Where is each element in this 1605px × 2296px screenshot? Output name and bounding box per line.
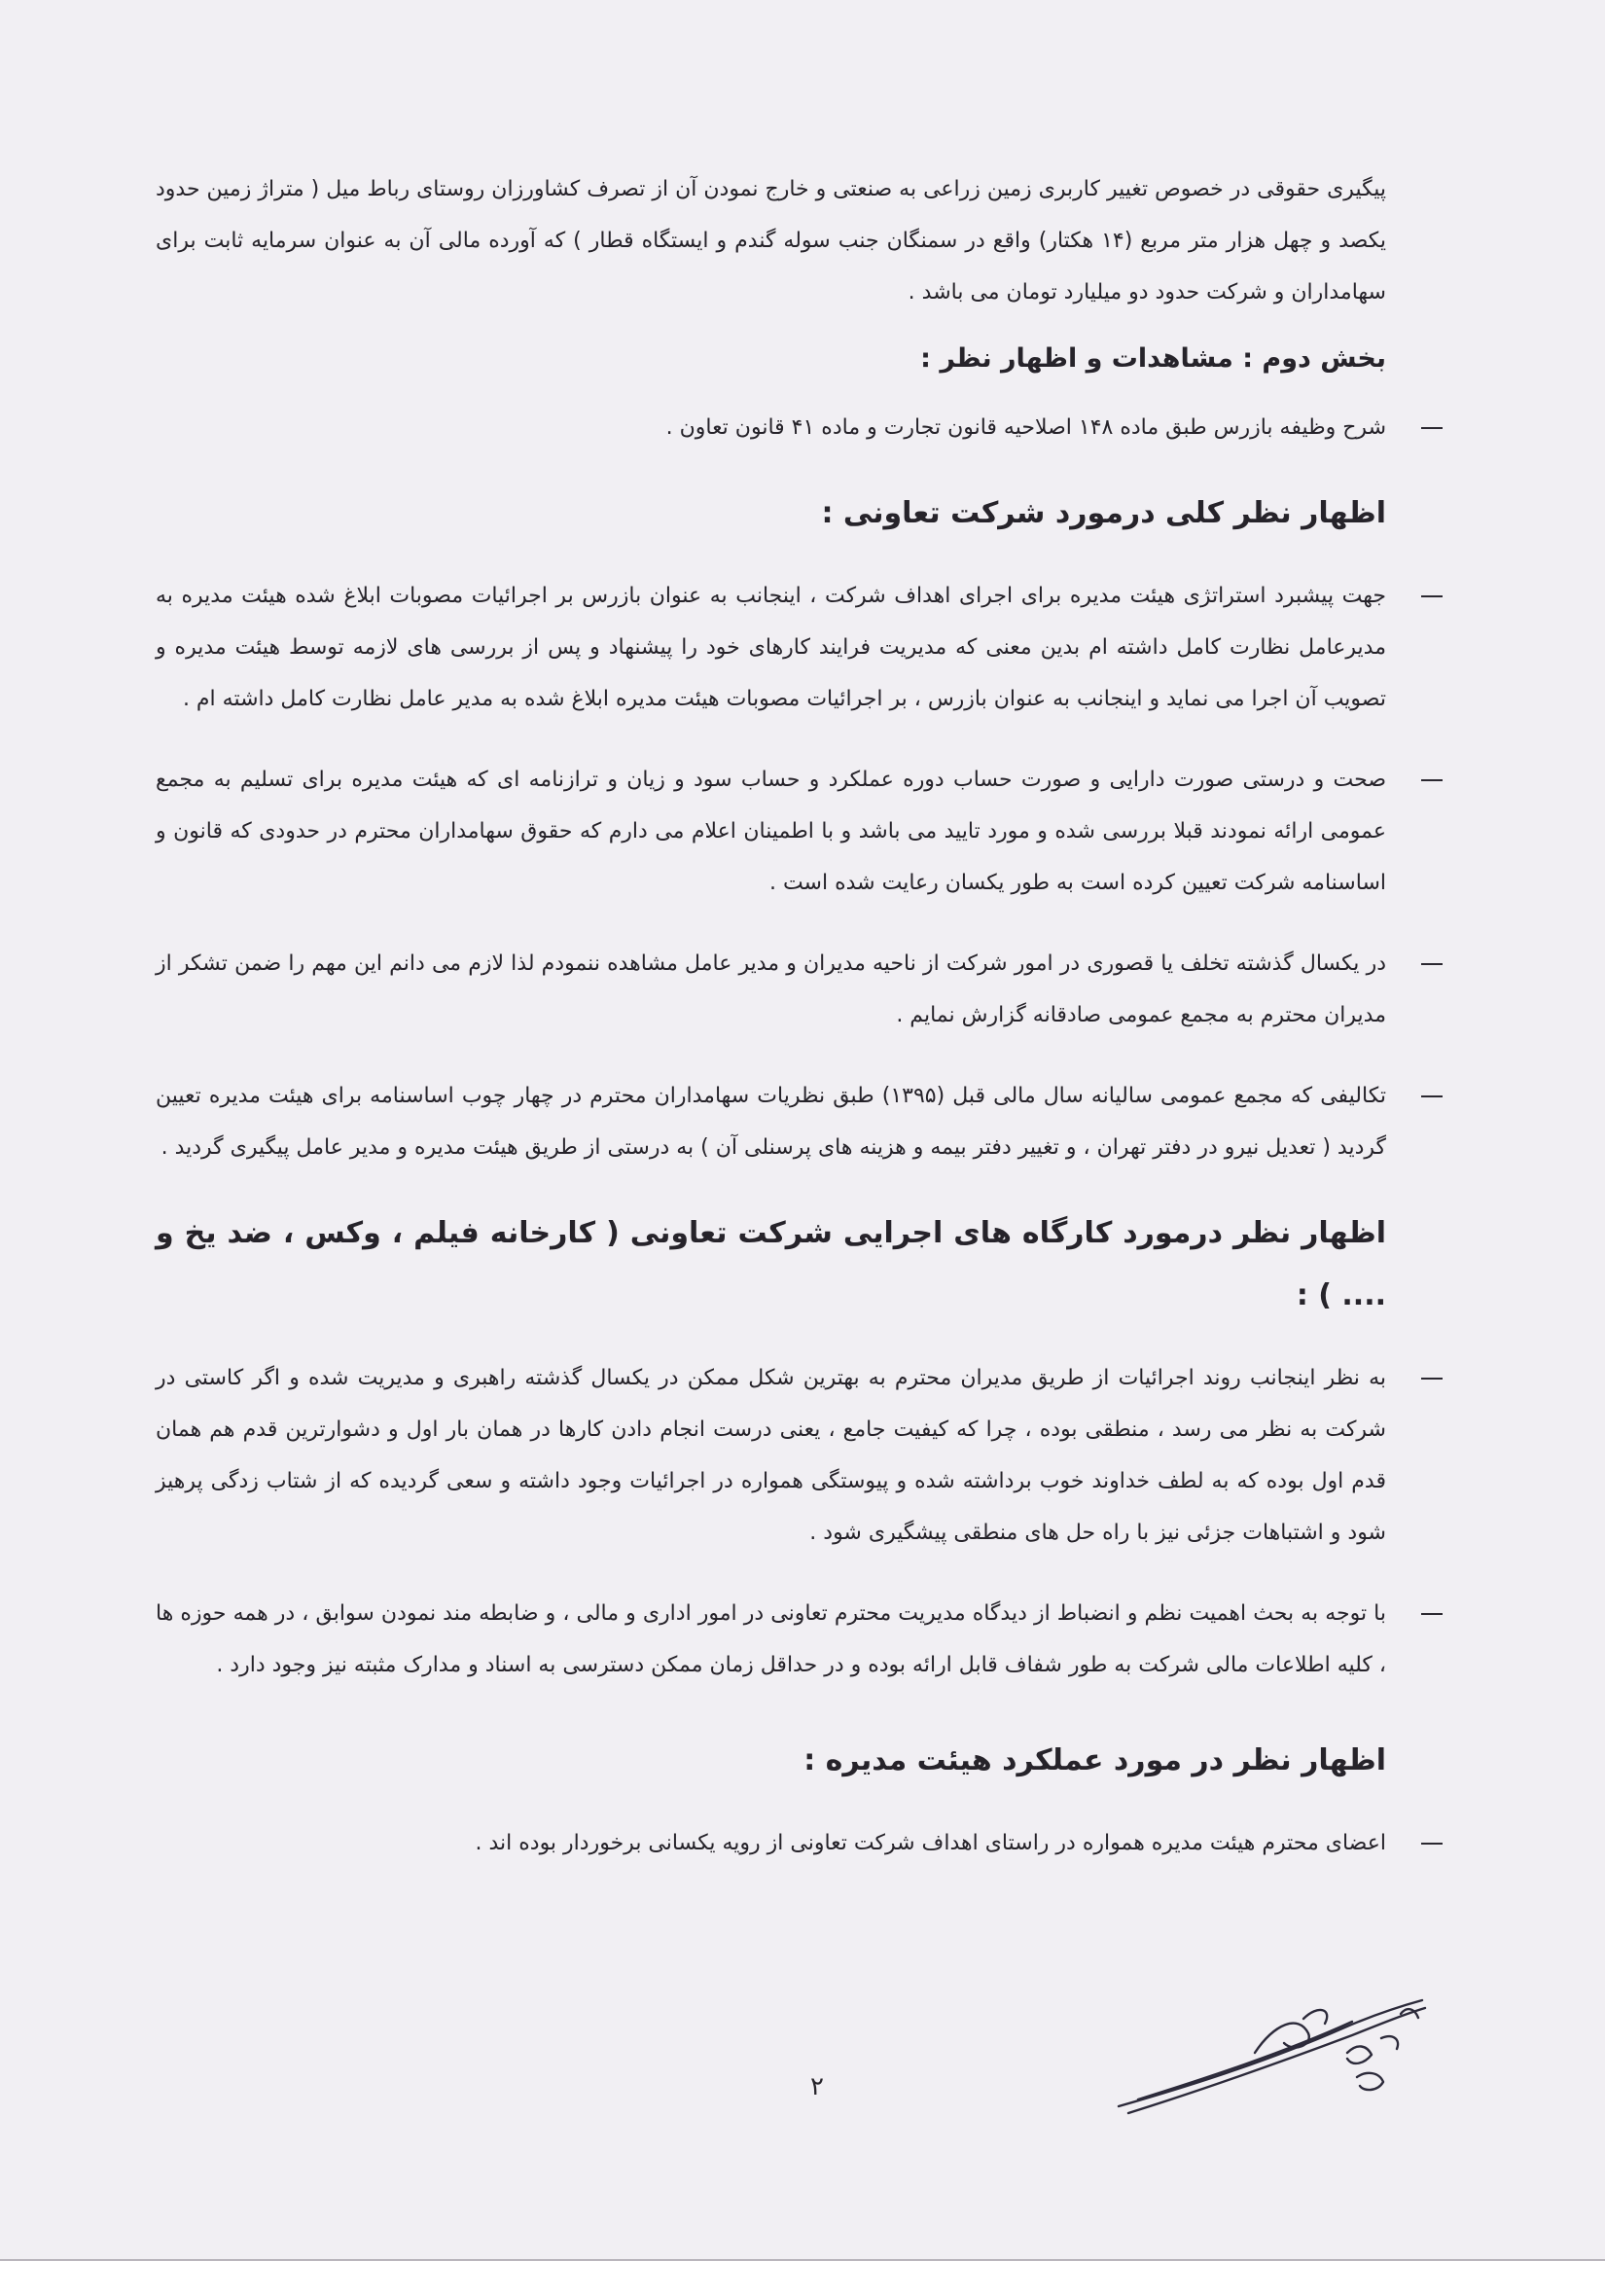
page-number: ۲	[810, 2072, 824, 2101]
dash-bullet-icon	[1421, 595, 1443, 597]
dash-bullet-icon	[1421, 427, 1443, 429]
board-opinion-heading: اظهار نظر در مورد عملکرد هیئت مدیره :	[803, 1743, 1386, 1777]
bullet-text: به نظر اینجانب روند اجرائیات از طریق مدیران محترم به بهترین شکل ممکن در یکسال گذشته راهبری و مدیریت شده و اگر کاستی در شرکت به نظر می رسد ، منطقی بوده ، چرا که کیفیت جامع ، یعنی درست انجام دادن کارها در همان بار اول و دشوارترین قدم هم همان قدم اول بوده که به لطف خداوند خوب برداشته شده و پیوستگی همواره در اجرائیات وجود داشته و سعی گردیده که از شتاب زدگی پرهیز شود و اشتباهات جزئی نیز با راه حل های منطقی پیشگیری شود .	[156, 1366, 1386, 1545]
workshops-opinion-heading: اظهار نظر درمورد کارگاه های اجرایی شرکت تعاونی ( کارخانه فیلم ، وکس ، ضد یخ و .... ) :	[156, 1216, 1386, 1312]
list-item	[156, 1588, 1386, 1691]
list-item	[156, 1817, 1386, 1869]
dash-bullet-icon	[1421, 779, 1443, 781]
list-item	[156, 570, 1386, 725]
dash-bullet-icon	[1421, 1095, 1443, 1097]
bullet-text: با توجه به بحث اهمیت نظم و انضباط از دیدگاه مدیریت محترم تعاونی در امور اداری و مالی ، و ضابطه مند نمودن سوابق ، در همه حوزه ها ، کلیه اطلاعات مالی شرکت به طور شفاف قابل ارائه بوده و در حداقل زمان ممکن دسترسی به اسناد و مدارک مثبته نیز وجود دارد .	[156, 1601, 1386, 1677]
list-item	[156, 1352, 1386, 1559]
dash-bullet-icon	[1421, 1378, 1443, 1380]
bullet-text: در یکسال گذشته تخلف یا قصوری در امور شرکت از ناحیه مدیران و مدیر عامل مشاهده ننمودم لذا لازم می دانم این مهم را ضمن تشکر از مدیران محترم به مجمع عمومی صادقانه گزارش نمایم .	[156, 951, 1386, 1027]
list-item	[156, 754, 1386, 909]
scan-bottom-margin	[0, 2261, 1605, 2296]
dash-bullet-icon	[1421, 1613, 1443, 1615]
bullet-text: صحت و درستی صورت دارایی و صورت حساب دوره عملکرد و حساب سود و زیان و ترازنامه ای که هیئت مدیره برای تسلیم به مجمع عمومی ارائه نمودند قبلا بررسی شده و مورد تایید می باشد و با اطمینان اعلام می دارم که حقوق سهامداران محترم در حدودی که قانون و اساسنامه شرکت تعیین کرده است به طور یکسان رعایت شده است .	[156, 768, 1386, 895]
intro-paragraph: پیگیری حقوقی در خصوص تغییر کاربری زمین زراعی به صنعتی و خارج نمودن آن از تصرف کشاورزان روستای رباط میل ( متراژ زمین حدود یکصد و چهل هزار متر مربع (۱۴ هکتار) واقع در سمنگان جنب سوله گندم و ایستگاه قطار ) که آورده مالی آن به عنوان سرمایه ثابت برای سهامداران و شرکت حدود دو میلیارد تومان می باشد .	[155, 177, 1386, 305]
list-item	[156, 1070, 1386, 1173]
bullet-text: شرح وظیفه بازرس طبق ماده ۱۴۸ اصلاحیه قانون تجارت و ماده ۴۱ قانون تعاون .	[665, 415, 1386, 440]
dash-bullet-icon	[1421, 963, 1443, 965]
general-opinion-heading: اظهار نظر کلی درمورد شرکت تعاونی :	[821, 496, 1386, 530]
document-body	[156, 163, 1386, 1898]
handwritten-signature	[1109, 1985, 1430, 2121]
bullet-text: تکالیفی که مجمع عمومی سالیانه سال مالی قبل (۱۳۹۵) طبق نظریات سهامداران محترم در چهار چوب اساسنامه برای هیئت مدیره تعیین گردید ( تعدیل نیرو در دفتر تهران ، و تغییر دفتر بیمه و هزینه های پرسنلی آن ) به درستی از طریق هیئت مدیره و مدیر عامل پیگیری گردید .	[156, 1084, 1386, 1160]
dash-bullet-icon	[1421, 1843, 1443, 1845]
bullet-text: اعضای محترم هیئت مدیره همواره در راستای اهداف شرکت تعاونی از رویه یکسانی برخوردار بوده اند .	[475, 1831, 1386, 1855]
list-item	[156, 938, 1386, 1041]
bullet-text: جهت پیشبرد استراتژی هیئت مدیره برای اجرای اهداف شرکت ، اینجانب به عنوان بازرس بر اجرائیات مصوبات ابلاغ شده هیئت مدیره به مدیرعامل نظارت کامل داشته ام بدین معنی که مدیریت فرایند کارهای خود را پیشنهاد و پس از بررسی های لازمه توسط هیئت مدیره و تصویب آن اجرا می نماید و اینجانب به عنوان بازرس ، بر اجرائیات مصوبات هیئت مدیره ابلاغ شده به مدیر عامل نظارت کامل داشته ام .	[156, 584, 1386, 711]
list-item	[156, 402, 1386, 453]
section-two-heading: بخش دوم : مشاهدات و اظهار نظر :	[920, 343, 1386, 374]
